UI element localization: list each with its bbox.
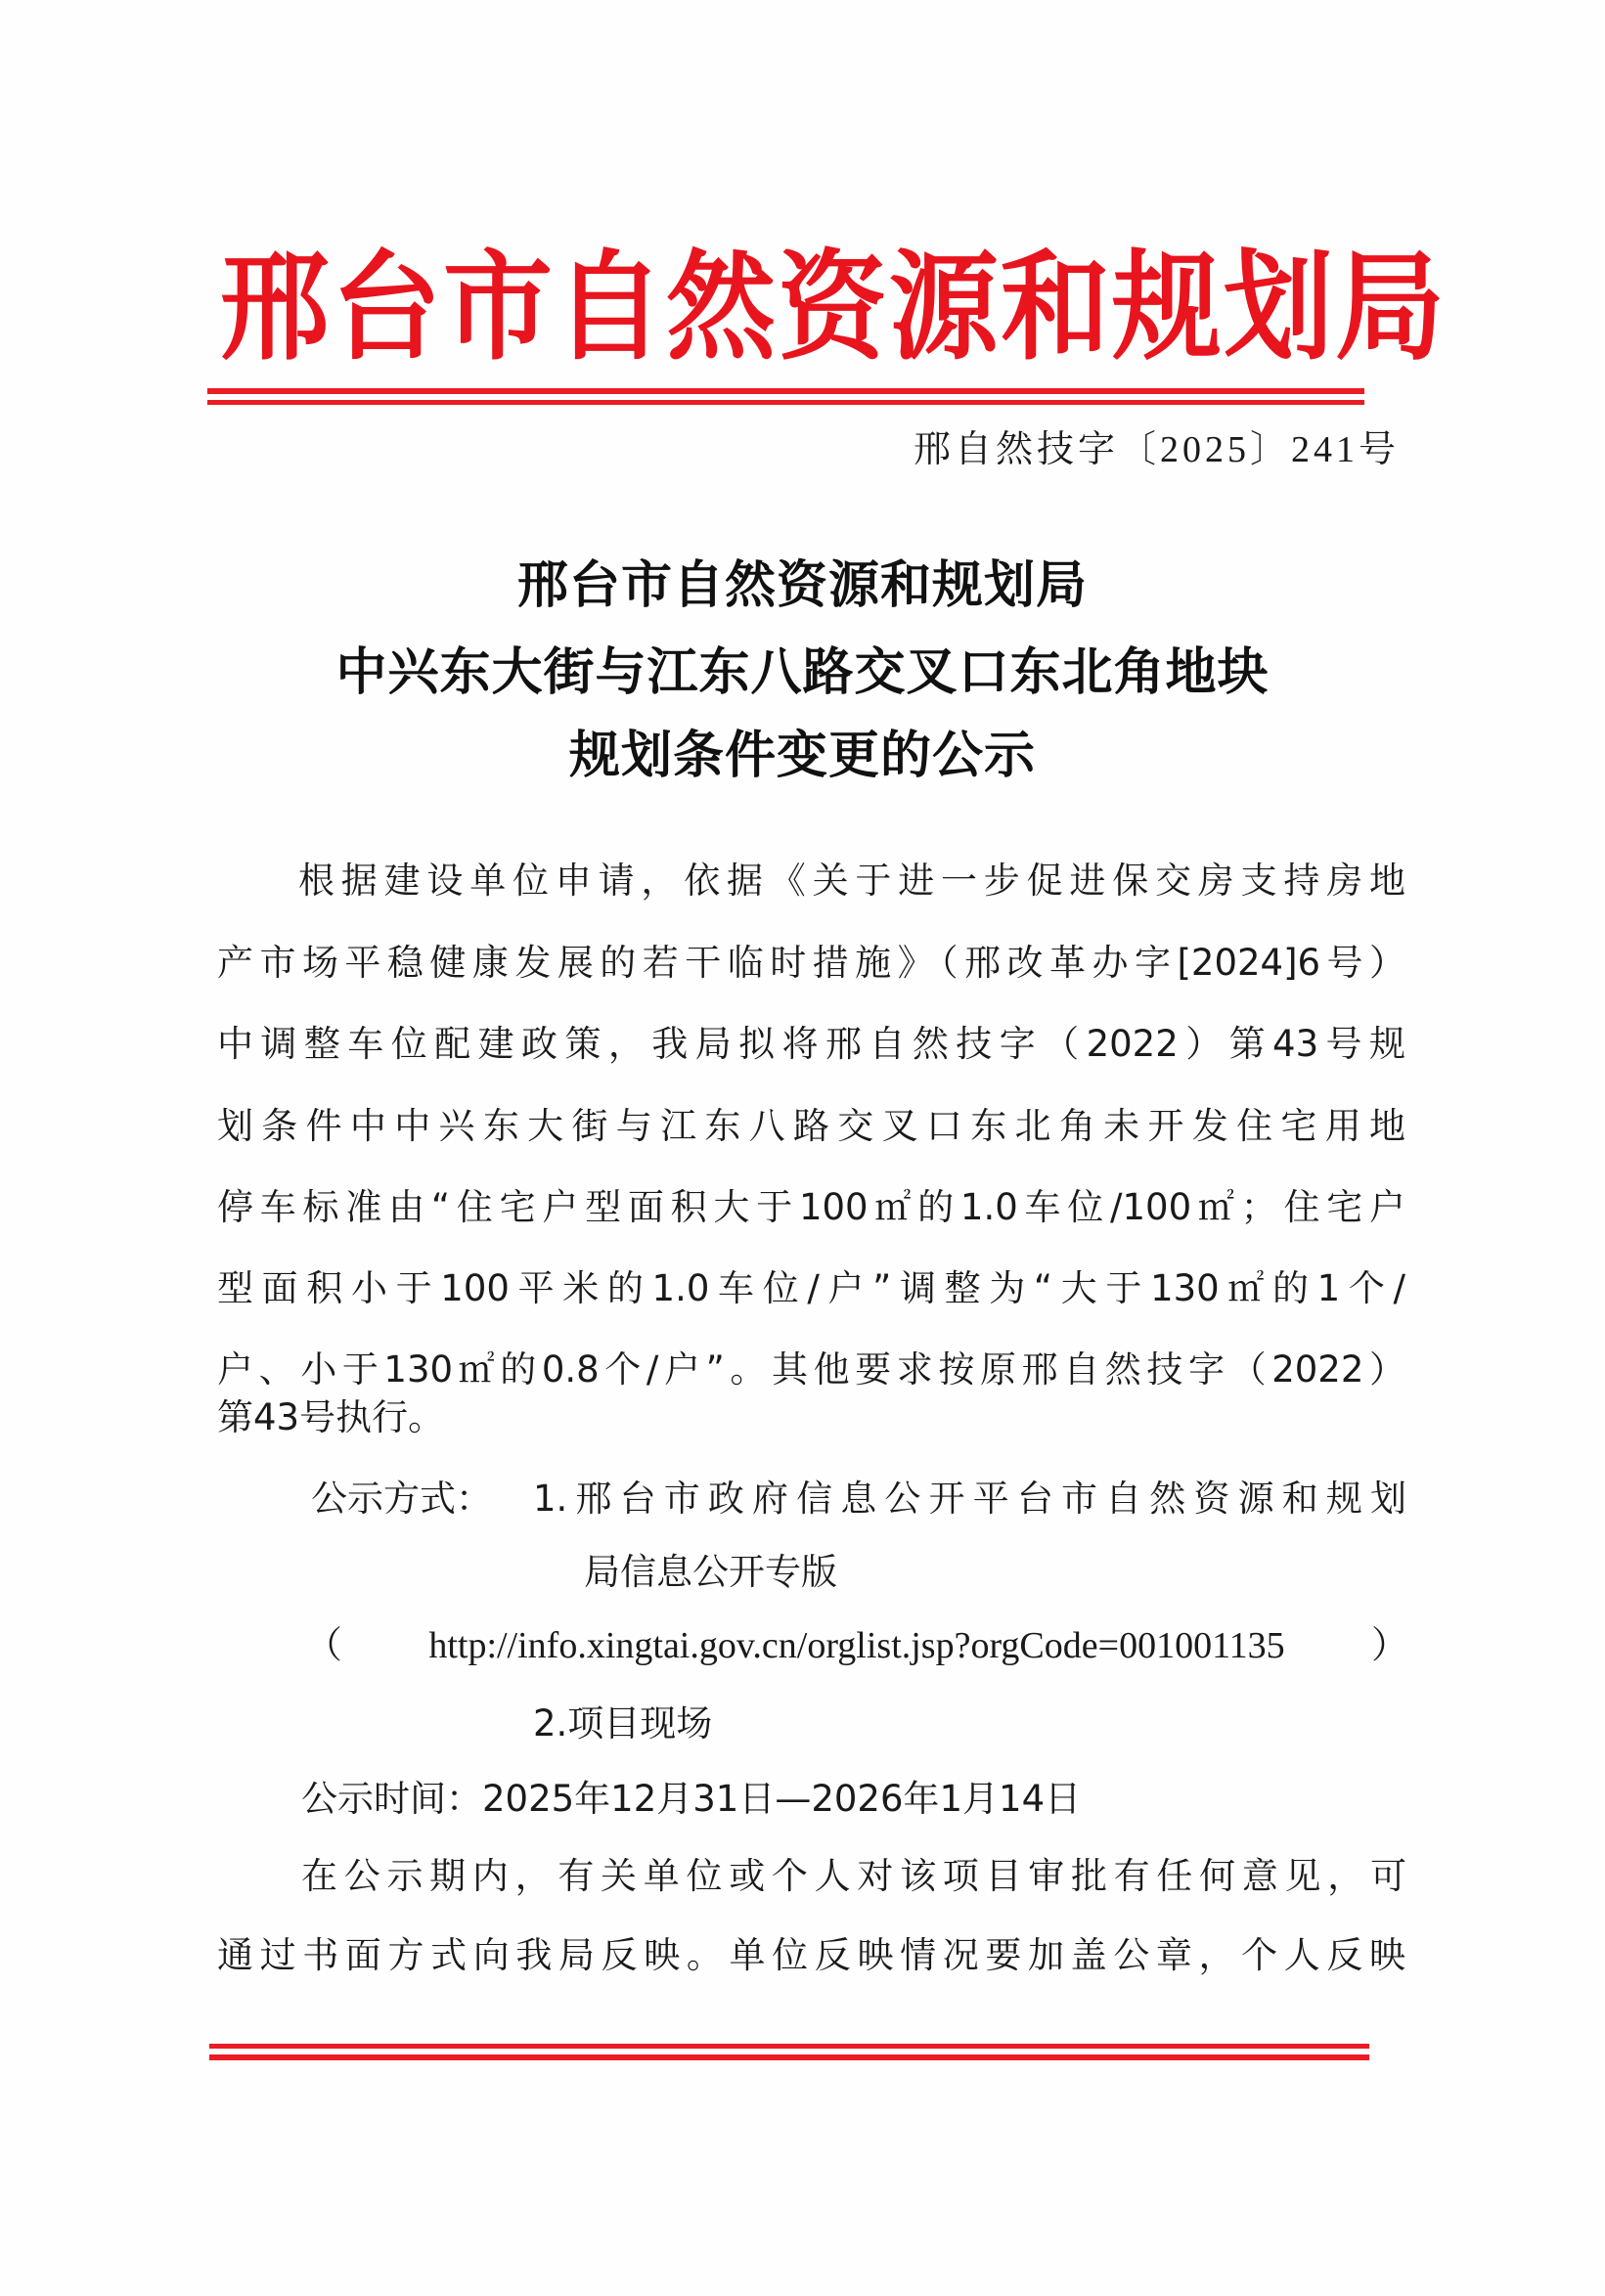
publicity-method-item-1: 1.邢台市政府信息公开平台市自然资源和规划 [533, 1478, 1406, 1520]
paragraph-line: 户、小于130㎡的0.8个/户”。其他要求按原邢自然技字（2022） [217, 1348, 1405, 1391]
paragraph-line: 中调整车位配建政策，我局拟将邢自然技字（2022）第43号规 [217, 1023, 1405, 1065]
publicity-url-link[interactable]: （http://info.xingtai.gov.cn/orglist.jsp?orgCode=001001135） [305, 1625, 1408, 1666]
paragraph-line: 停车标准由“住宅户型面积大于100㎡的1.0车位/100㎡；住宅户 [217, 1186, 1405, 1228]
document-number: 邢自然技字〔2025〕241号 [913, 429, 1400, 470]
notice-title-line-1: 邢台市自然资源和规划局 [516, 555, 1088, 615]
paragraph-line: 第43号执行。 [217, 1396, 445, 1438]
publicity-method-label: 公示方式： [311, 1478, 492, 1520]
paragraph-line: 在公示期内，有关单位或个人对该项目审批有任何意见，可 [301, 1855, 1406, 1897]
publicity-method-item-1-cont: 局信息公开专版 [584, 1551, 837, 1593]
paragraph-line: 划条件中中兴东大街与江东八路交叉口东北角未开发住宅用地 [217, 1105, 1405, 1147]
paragraph-line: 产市场平稳健康发展的若干临时措施》（邢改革办字[2024]6号） [217, 942, 1405, 984]
footer-divider-bottom [209, 2054, 1369, 2060]
paragraph-line: 根据建设单位申请，依据《关于进一步促进保交房支持房地 [298, 860, 1405, 902]
publicity-method-item-2: 2.项目现场 [533, 1702, 713, 1744]
masthead-divider-bottom [207, 400, 1364, 405]
masthead-divider-top [207, 388, 1364, 394]
footer-divider-top [209, 2044, 1369, 2049]
notice-title-line-3: 规划条件变更的公示 [568, 726, 1036, 785]
notice-title-line-2: 中兴东大街与江东八路交叉口东北角地块 [335, 642, 1270, 702]
paragraph-line: 通过书面方式向我局反映。单位反映情况要加盖公章，个人反映 [217, 1934, 1405, 1976]
agency-masthead: 邢台市自然资源和规划局 [220, 238, 1447, 377]
paragraph-line: 型面积小于100平米的1.0车位/户”调整为“大于130㎡的1个/ [217, 1267, 1405, 1309]
publicity-time: 公示时间：2025年12月31日—2026年1月14日 [301, 1778, 1082, 1820]
